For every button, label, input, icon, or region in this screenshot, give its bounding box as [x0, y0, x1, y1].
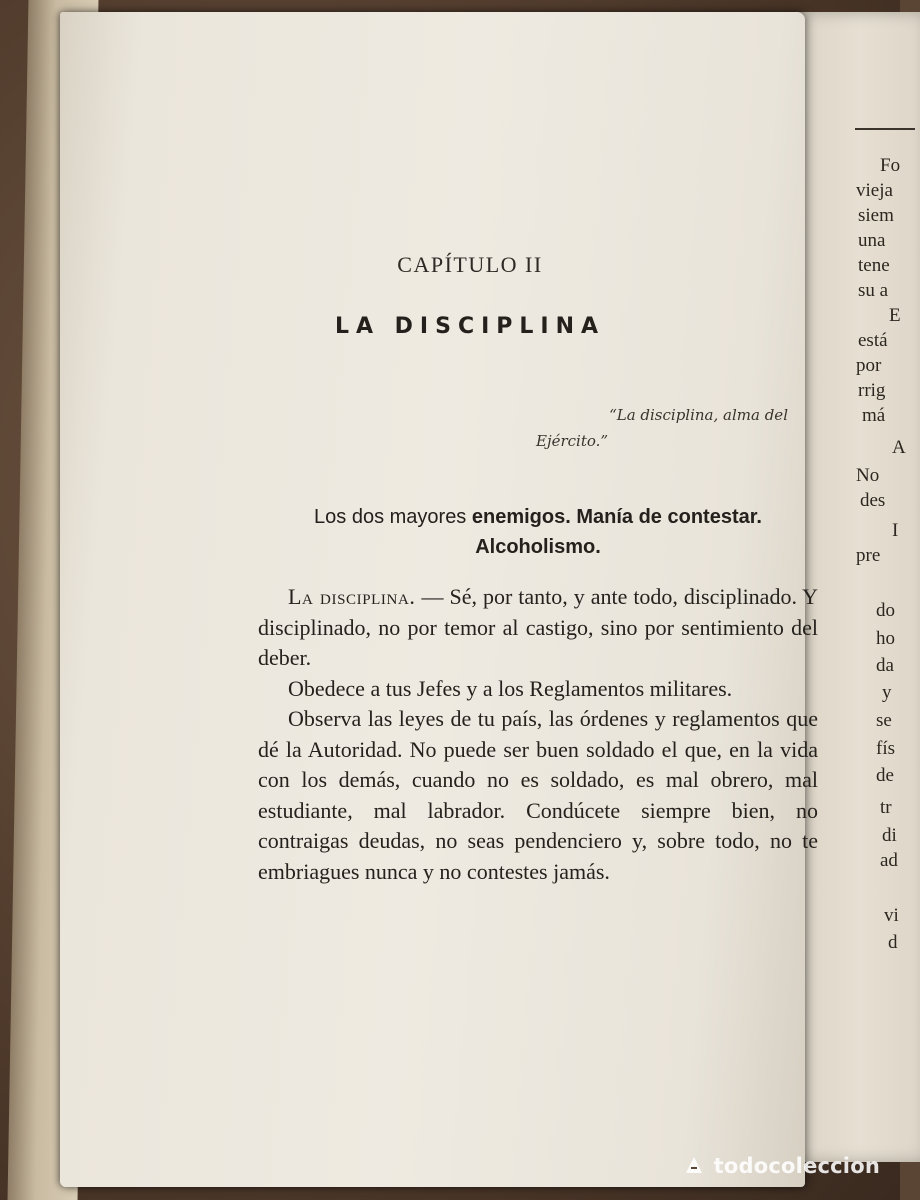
right-page-fragment: vi [884, 905, 899, 926]
paragraph-1 [258, 582, 818, 674]
paragraph-2: Obedece a tus Jefes y a los Reglamentos militares. [288, 675, 733, 701]
right-page-fragment: do [876, 600, 895, 621]
paragraph-1-lead: La disciplina. [288, 584, 416, 609]
right-page-fragment: vieja [856, 180, 893, 201]
right-page-fragment: tene [858, 255, 890, 276]
right-page-fragment: No [856, 465, 880, 486]
right-page-fragment: su a [858, 280, 889, 301]
chapter-summary [258, 502, 818, 562]
right-page-fragment: por [856, 355, 882, 376]
right-page-fragment: se [876, 710, 892, 731]
summary-part-3: Alcoholismo. [475, 536, 601, 558]
right-page-fragment: A [892, 437, 906, 458]
epigraph-line-2: Ejército.” [536, 432, 609, 450]
right-page-fragment: ho [876, 628, 895, 649]
right-page-fragment: pre [856, 545, 881, 566]
right-page-fragment: d [888, 932, 898, 953]
right-page-fragment: y [882, 682, 892, 703]
summary-part-2: enemigos. Manía de contestar. [471, 506, 762, 528]
right-page-fragment: tr [880, 797, 892, 818]
chapter-title: LA DISCIPLINA [334, 314, 606, 339]
right-page-fragment: Fo [880, 155, 901, 176]
epigraph [480, 402, 800, 454]
right-page-fragment: I [892, 520, 899, 541]
right-page-fragment: siem [858, 205, 894, 226]
todocoleccion-logo-icon [682, 1153, 706, 1177]
right-page-rule [855, 128, 915, 130]
epigraph-line-1: “La disciplina, alma del [609, 406, 788, 424]
right-page-fragment: de [876, 765, 894, 786]
right-page-fragment: está [858, 330, 888, 351]
watermark-text: todocoleccion [713, 1154, 880, 1178]
right-page-fragment: una [858, 230, 886, 251]
right-page-fragment: ad [880, 850, 898, 871]
summary-part-1: Los dos mayores [314, 506, 472, 528]
right-page-fragment: di [882, 825, 897, 846]
watermark [682, 1153, 880, 1178]
right-page-fragment: fís [876, 738, 895, 759]
main-page [60, 12, 818, 1187]
body-text [258, 582, 818, 887]
right-page-fragment: da [876, 655, 894, 676]
right-page-fragment: má [862, 405, 886, 426]
paragraph-3: Observa las leyes de tu país, las órdenes y reglamentos que dé la Autoridad. No puede ser buen soldado el que, en la vida con los demás, cuando no es soldado, es mal obrero, mal estudiante, mal labrador. Condúcete siempre bien, no contraigas deudas, no seas pendenciero y, sobre todo, no te embriagues nunca y no contestes jamás. [258, 706, 818, 884]
right-page-fragment: des [860, 490, 886, 511]
right-page-fragment: E [889, 305, 901, 326]
right-page-fragment: rrig [858, 380, 886, 401]
chapter-number: CAPÍTULO II [397, 252, 543, 277]
paragraph-1-text: — Sé, por tanto, y ante todo, disciplinado. Y disciplinado, no por temor al castigo, sino por sentimiento del deber. [258, 584, 818, 670]
